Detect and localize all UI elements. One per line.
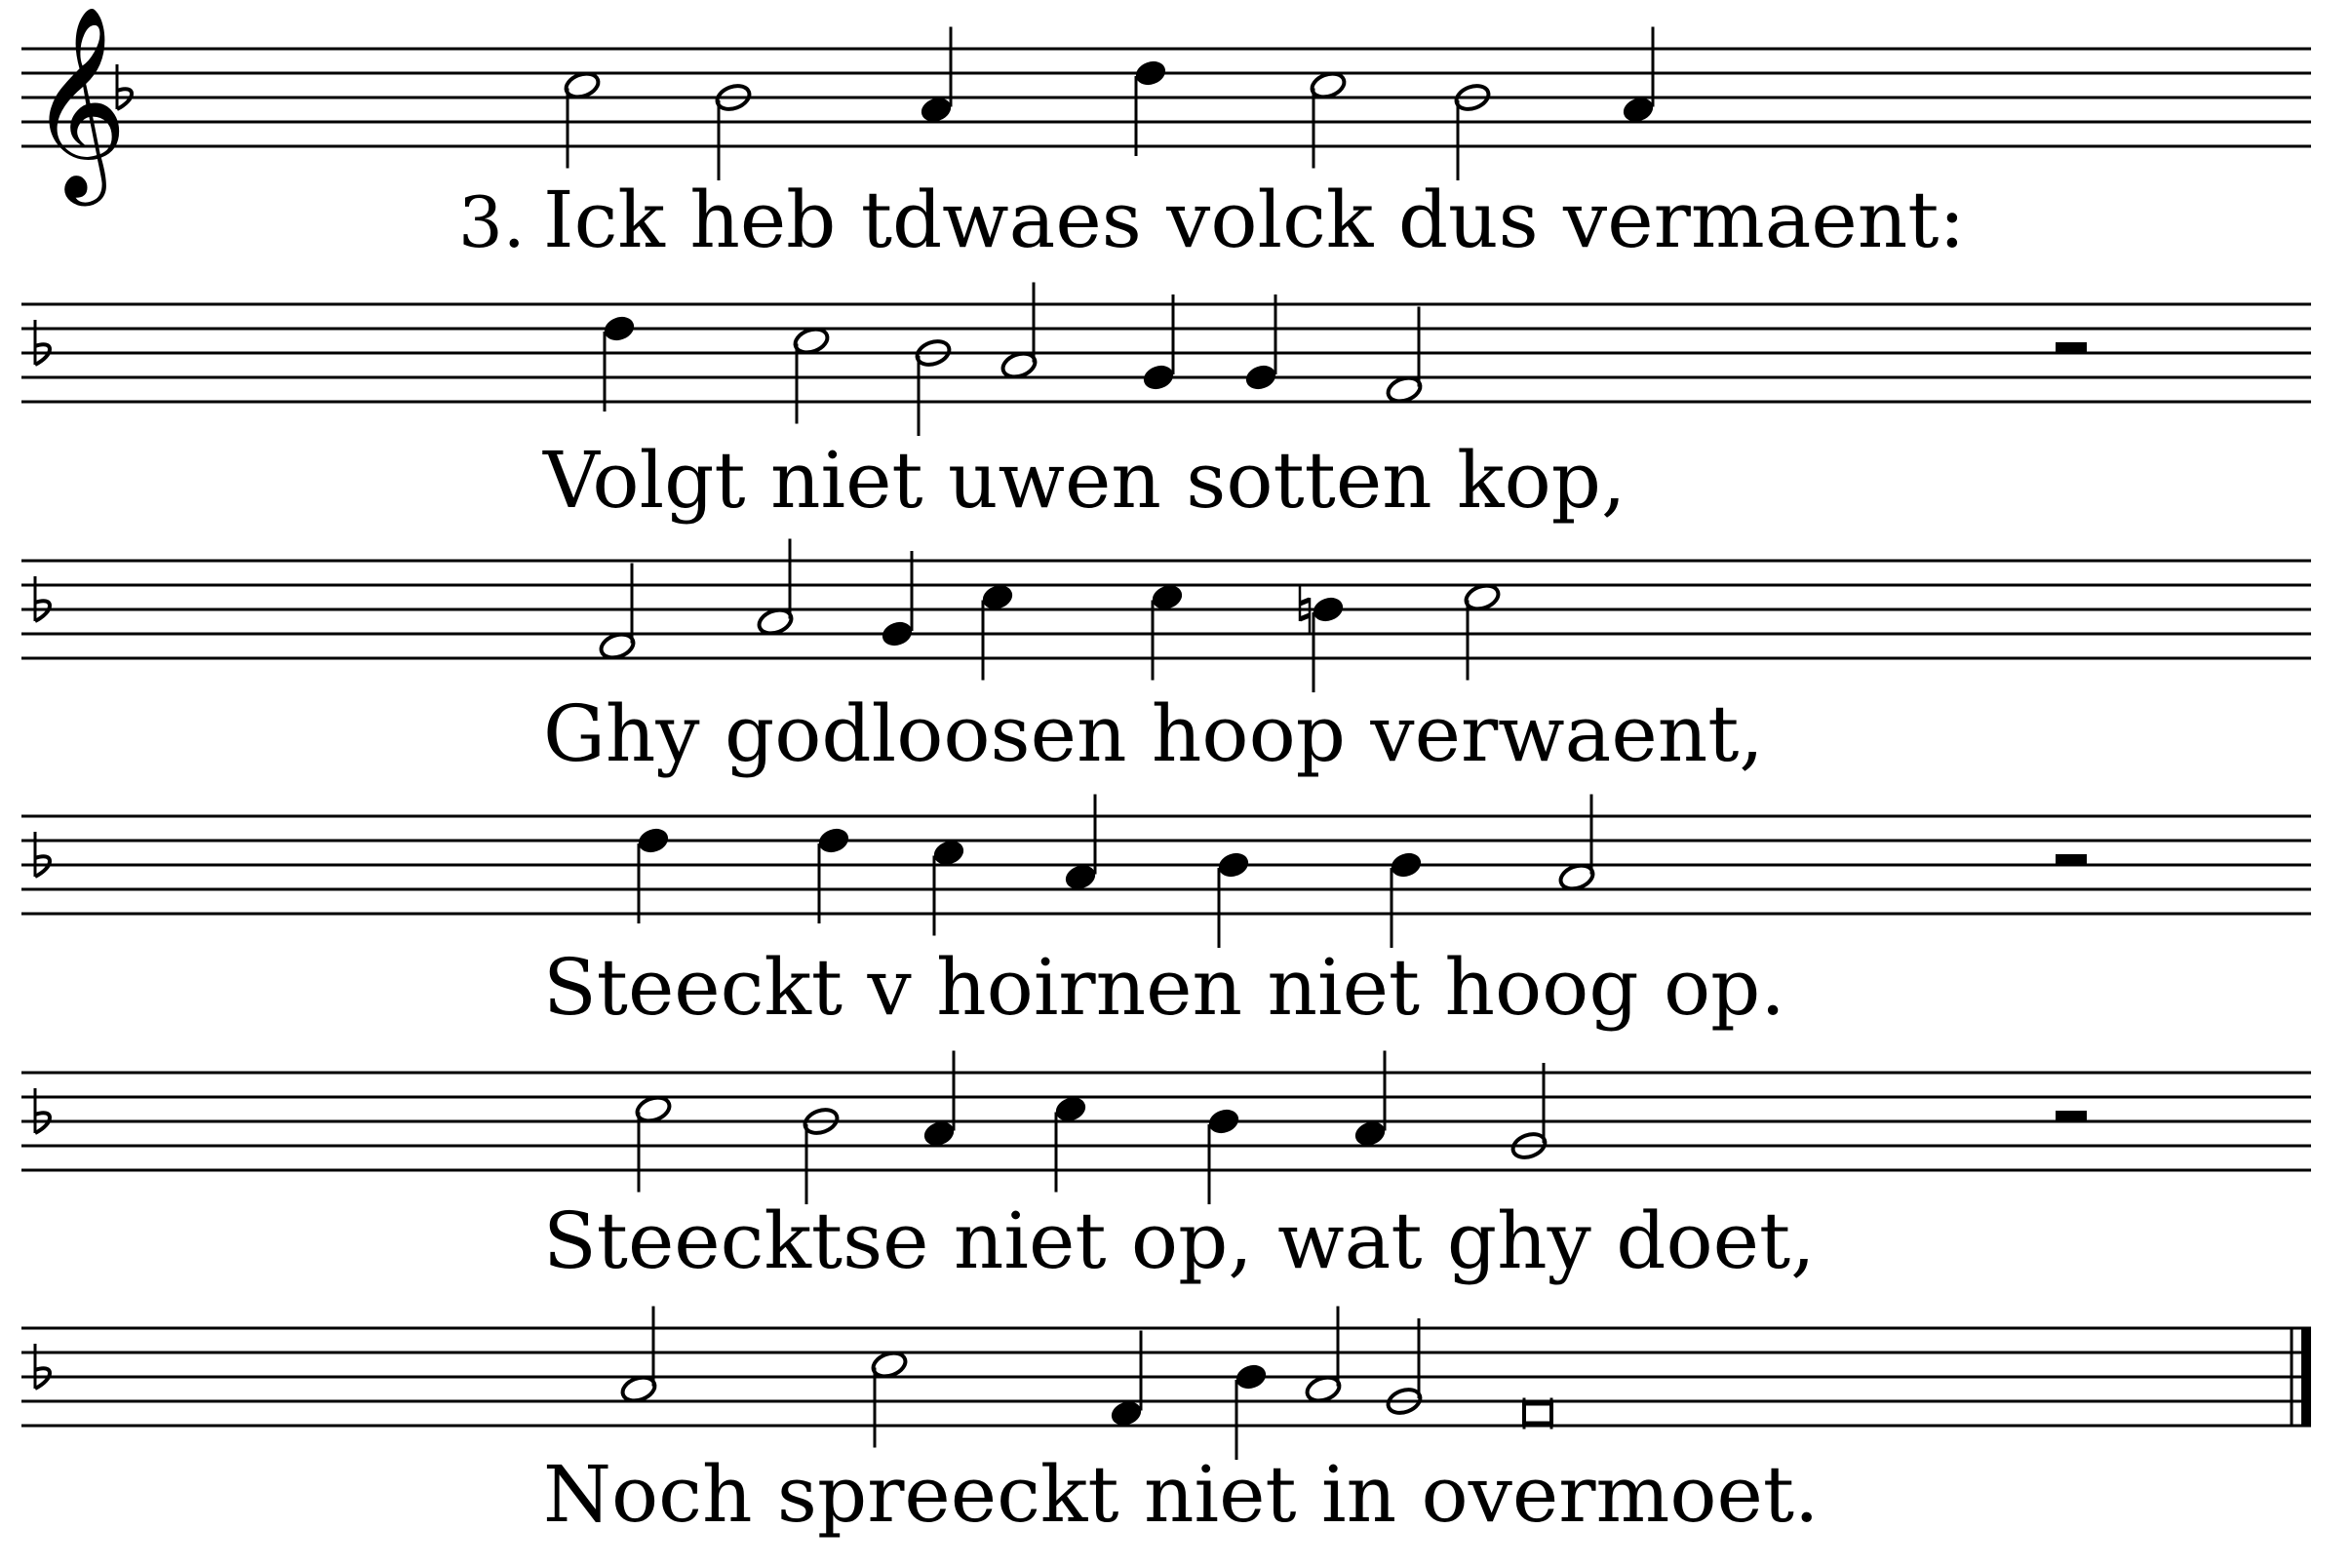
note	[816, 826, 851, 923]
note	[1352, 1051, 1388, 1149]
staff-system	[21, 1051, 2311, 1287]
note	[1234, 1362, 1269, 1460]
lyric-line: Ghy godloosen hoop verwaent,	[543, 688, 1764, 779]
note	[598, 564, 636, 662]
flat-sign-icon	[35, 1088, 50, 1133]
note	[880, 551, 915, 648]
staff-system	[21, 283, 2311, 527]
note	[1463, 581, 1501, 680]
note	[756, 539, 794, 638]
note	[1000, 283, 1038, 381]
note	[919, 27, 954, 125]
note	[636, 826, 671, 923]
half-rest-icon	[2056, 1111, 2087, 1121]
note	[1389, 850, 1424, 948]
staff-system	[21, 5, 2311, 265]
lyric-line: Steecktse niet op, wat ghy doet,	[543, 1196, 1816, 1286]
treble-clef-icon: 𝄞	[29, 5, 128, 198]
note	[1141, 294, 1176, 392]
note	[921, 1051, 957, 1149]
flat-sign-icon	[35, 1344, 50, 1389]
note	[1109, 1331, 1144, 1429]
staff-system	[21, 795, 2311, 1034]
lyric-line: Ick heb tdwaes volck dus vermaent:	[543, 175, 1966, 265]
note	[1621, 27, 1656, 125]
note	[619, 1307, 657, 1405]
flat-sign-icon	[35, 832, 50, 877]
note	[1243, 294, 1278, 392]
staff-system	[21, 1307, 2311, 1541]
note	[1524, 1398, 1551, 1430]
note	[1304, 1307, 1342, 1405]
note	[1216, 850, 1251, 948]
lyric-line: Steeckt v hoirnen niet hoog op.	[543, 942, 1785, 1033]
note	[1133, 59, 1168, 156]
note	[1557, 795, 1595, 893]
note	[1053, 1094, 1088, 1192]
note	[1309, 69, 1347, 168]
note	[1206, 1107, 1241, 1204]
flat-sign-icon	[35, 320, 50, 365]
lyric-line: Volgt niet uwen sotten kop,	[543, 435, 1627, 526]
note	[602, 314, 637, 412]
note	[931, 838, 966, 935]
note	[1150, 582, 1185, 680]
lyric-line: Noch spreeckt niet in overmoet.	[543, 1449, 1820, 1540]
half-rest-icon	[2056, 342, 2087, 353]
flat-sign-icon	[35, 576, 50, 621]
note	[1385, 307, 1423, 406]
final-barline	[2301, 1328, 2311, 1426]
note	[870, 1349, 908, 1447]
note	[1300, 584, 1346, 692]
note	[792, 325, 830, 423]
note	[1063, 795, 1098, 892]
half-rest-icon	[2056, 854, 2087, 865]
staff-system	[21, 539, 2311, 780]
note	[980, 582, 1015, 680]
note	[563, 69, 601, 168]
verse-number: 3.	[458, 181, 526, 263]
note	[634, 1093, 672, 1192]
